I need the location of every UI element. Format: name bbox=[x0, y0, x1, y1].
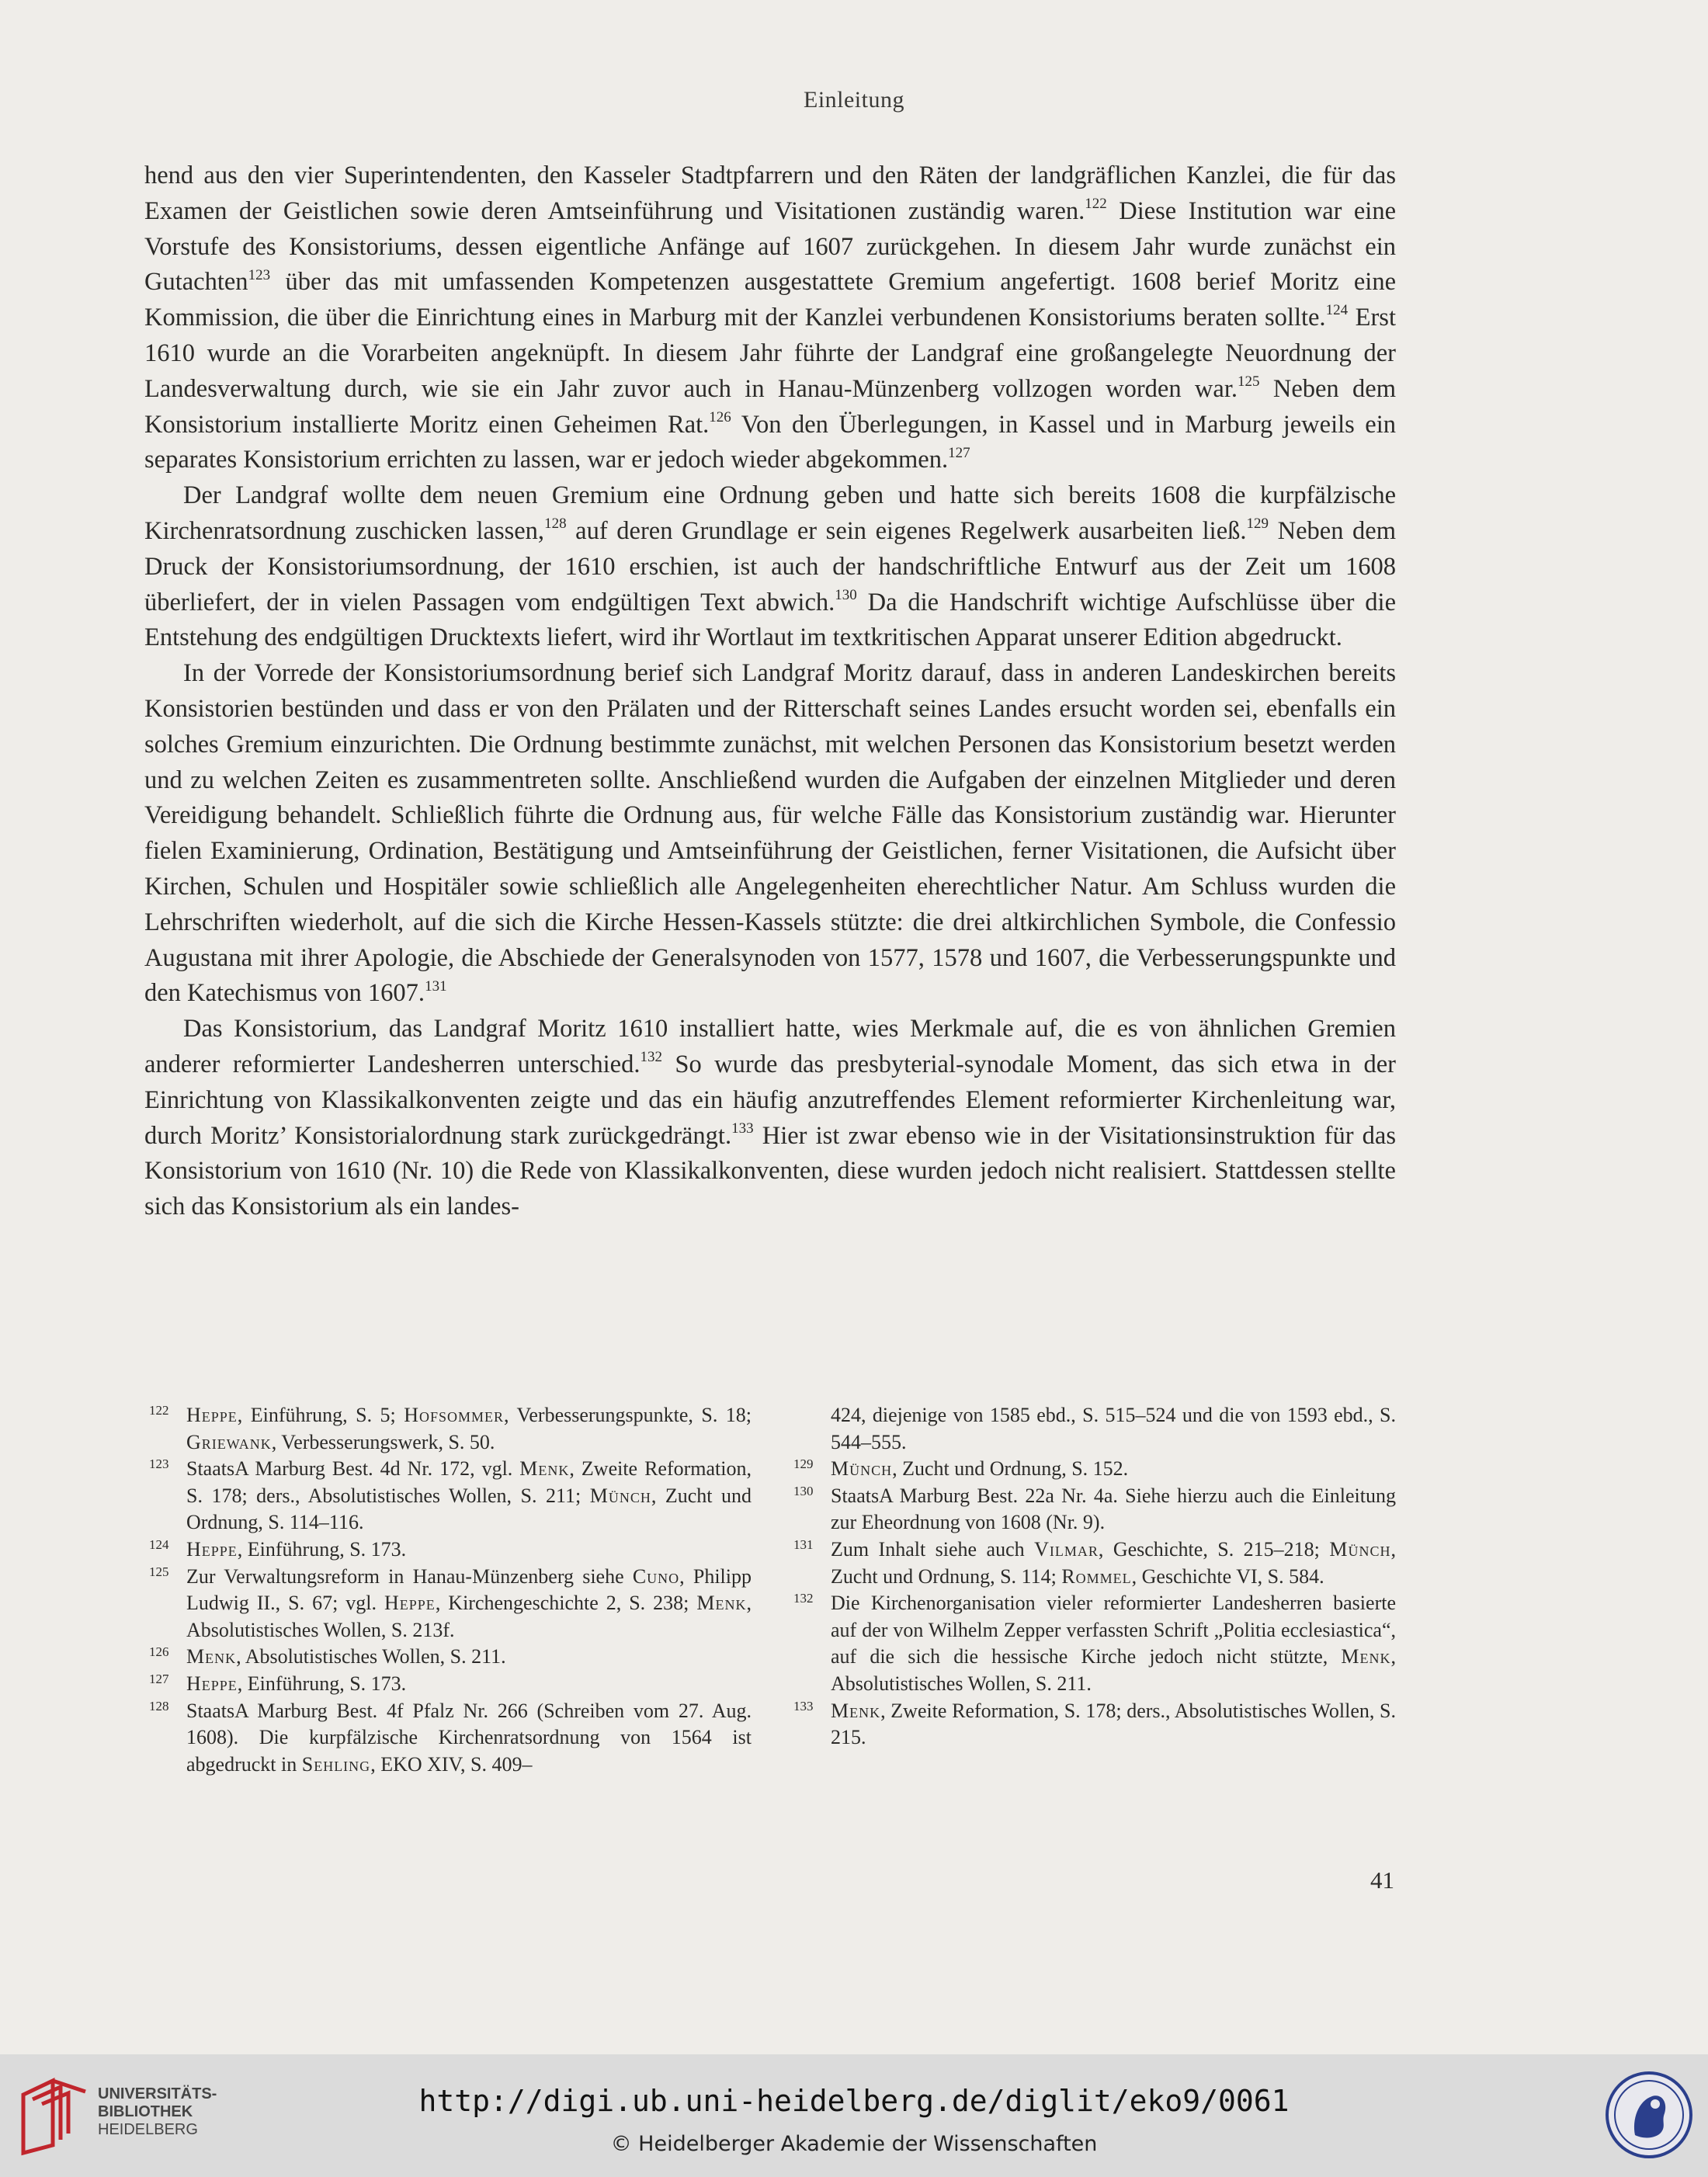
paragraph-3: In der Vorrede der Konsistoriumsordnung berief sich Landgraf Moritz darauf, dass in anderen Landeskirchen bereits Konsistorien bestünden und dass er von den Prälaten und der Ritterschaft seines Landes ersucht worden sei, ebenfalls ein solches Gremium einzurichten. Die Ordnung bestimmte zunächst, mit welchen Personen das Konsistorium besetzt werden und zu welchen Zeiten es zusammentreten sollte. Anschließend wurden die Aufgaben der einzelnen Mitglieder und deren Vereidigung behandelt. Schließlich führte die Ordnung aus, für welche Fälle das Konsistorium zuständig war. Hierunter fielen Examinierung, Ordination, Bestätigung und Amtseinführung der Geistlichen, ferner Visitationen, die Aufsicht über Kirchen, Schulen und Hospitäler sowie schließlich alle Angelegenheiten eherechtlicher Natur. Am Schluss wurden die Lehrschriften wiederholt, auf die sich die Kirche Hessen-Kassels stützte: die drei altkirchlichen Symbole, die Confessio Augustana mit ihrer Apologie, die Abschiede der Generalsynoden von 1577, 1578 und 1607, die Verbesserungspunkte und den Katechismus von 1607.$^{131}$ bbox=[144, 659, 1396, 1008]
footnote-ref[interactable]: 131 bbox=[425, 977, 447, 995]
footnote-125: 125 Zur Verwaltungsreform in Hanau-Münzenberg siehe Cuno, Philipp Ludwig II., S. 67; vgl. Heppe, Kirchengeschichte 2, S. 238; Menk, Absolutistisches Wollen, S. 213f. bbox=[149, 1564, 752, 1641]
main-text bbox=[144, 158, 1396, 1225]
footnotes-right-column bbox=[789, 1402, 1396, 1778]
footnote-122: 122 Heppe, Einführung, S. 5; Hofsommer, Verbesserungspunkte, S. 18; Griewank, Verbesserungswerk, S. 50. bbox=[149, 1403, 752, 1453]
running-head: Einleitung bbox=[804, 87, 904, 113]
footnote-130: 130 StaatsA Marburg Best. 22a Nr. 4a. Siehe hierzu auch die Einleitung zur Eheordnung von 1608 (Nr. 9). bbox=[793, 1483, 1396, 1534]
footnote-ref[interactable]: 122 bbox=[1085, 195, 1107, 212]
footnote-124: 124 Heppe, Einführung, S. 173. bbox=[149, 1536, 407, 1561]
footnote-ref[interactable]: 127 bbox=[948, 444, 970, 461]
footnote-ref[interactable]: 133 bbox=[731, 1120, 754, 1137]
footnotes bbox=[144, 1402, 1396, 1778]
footnotes-left-column bbox=[144, 1402, 752, 1778]
footnote-123: 123 StaatsA Marburg Best. 4d Nr. 172, vgl. Menk, Zweite Reformation, S. 178; ders., Absolutistisches Wollen, S. 211; Münch, Zucht und Ordnung, S. 114–116. bbox=[149, 1457, 752, 1534]
academy-seal-icon[interactable] bbox=[1604, 2070, 1694, 2160]
footnote-ref[interactable]: 128 bbox=[544, 516, 567, 533]
footnote-ref[interactable]: 129 bbox=[1246, 516, 1269, 533]
permalink-url[interactable]: http://digi.ub.uni-heidelberg.de/diglit/eko9/0061 bbox=[418, 2084, 1290, 2118]
footnote-133: 133 Menk, Zweite Reformation, S. 178; ders., Absolutistisches Wollen, S. 215. bbox=[793, 1698, 1396, 1749]
footnote-ref[interactable]: 126 bbox=[709, 408, 731, 425]
footnote-ref[interactable]: 132 bbox=[640, 1049, 662, 1066]
footnote-ref[interactable]: 125 bbox=[1238, 373, 1260, 390]
paragraph-4: Das Konsistorium, das Landgraf Moritz 1610 installiert hatte, wies Merkmale auf, die es von ähnlichen Gremien anderer reformierter Landesherren unterschied.$^{132}$ So wurde das presbyterial-synodale Moment, das sich etwa in der Einrichtung von Klassikalkonventen zeigte und das ein häufig anzutreffendes Element reformierter Kirchenleitung war, durch Moritz’ Konsistorialordnung stark zurückgedrängt.$^{133}$ Hier ist zwar ebenso wie in der Visitationsinstruktion für das Konsistorium von 1610 (Nr. 10) die Rede von Klassikalkonventen, diese wurden jedoch nicht realisiert. Stattdessen stellte sich das Konsistorium als ein landes- bbox=[144, 1015, 1396, 1221]
footnote-131: 131 Zum Inhalt siehe auch Vilmar, Geschichte, S. 215–218; Münch, Zucht und Ordnung, S. 114; Rommel, Geschichte VI, S. 584. bbox=[793, 1536, 1396, 1588]
footnote-126: 126 Menk, Absolutistisches Wollen, S. 211. bbox=[149, 1644, 506, 1668]
footnote-ref[interactable]: 130 bbox=[835, 586, 857, 603]
footnote-129: 129 Münch, Zucht und Ordnung, S. 152. bbox=[793, 1457, 1129, 1481]
copyright-notice: © Heidelberger Akademie der Wissenschaften bbox=[610, 2132, 1098, 2156]
footnote-127: 127 Heppe, Einführung, S. 173. bbox=[149, 1671, 407, 1695]
footnote-128: 128 StaatsA Marburg Best. 4f Pfalz Nr. 266 (Schreiben vom 27. Aug. 1608). Die kurpfälzische Kirchenratsordnung von 1564 ist abgedruckt in Sehling, EKO XIV, S. 409– bbox=[149, 1698, 752, 1776]
footnote-ref[interactable]: 123 bbox=[248, 266, 271, 283]
footnote-ref[interactable]: 124 bbox=[1325, 302, 1349, 319]
paragraph-1: hend aus den vier Superintendenten, den Kasseler Stadtpfarrern und den Räten der landgräflichen Kanzlei, die für das Examen der Geistlichen sowie deren Amtseinführung und Visitationen zuständig waren.$^{122}$ Diese Institution war eine Vorstufe des Konsistoriums, dessen eigentliche Anfänge auf 1607 zurückgehen. In diesem Jahr wurde zunächst ein Gutachten$^{123}$ über das mit umfassenden Kompetenzen ausgestattete Gremium angefertigt. 1608 berief Moritz eine Kommission, die über die Einrichtung eines in Marburg mit der Kanzlei verbundenen Konsistoriums beraten sollte.$^{124}$ Erst 1610 wurde an die Vorarbeiten angeknüpft. In diesem Jahr führte der Landgraf eine großangelegte Neuordnung der Landesverwaltung durch, wie sie ein Jahr zuvor auch in Hanau-Münzenberg vollzogen worden war.$^{125}$ Neben dem Konsistorium installierte Moritz einen Geheimen Rat.$^{126}$ Von den Überlegungen, in Kassel und in Marburg jeweils ein separates Konsistorium errichten zu lassen, war er jedoch wieder abgekommen.$^{127}$ bbox=[144, 161, 1397, 474]
paragraph-2: Der Landgraf wollte dem neuen Gremium eine Ordnung geben und hatte sich bereits 1608 die kurpfälzische Kirchenratsordnung zuschicken lassen,$^{128}$ auf deren Grundlage er sein eigenes Regelwerk ausarbeiten ließ.$^{129}$ Neben dem Druck der Konsistoriumsordnung, der 1610 erschien, ist auch der handschriftliche Entwurf aus der Zeit um 1608 überliefert, der in vielen Passagen vom endgültigen Text abwich.$^{130}$ Da die Handschrift wichtige Aufschlüsse über die Entstehung des endgültigen Drucktexts liefert, wird ihr Wortlaut im textkritischen Apparat unserer Edition abgedruckt. bbox=[144, 481, 1396, 652]
library-name[interactable]: UNIVERSITÄTS- BIBLIOTHEK HEIDELBERG bbox=[98, 2085, 217, 2138]
viewer-footer bbox=[0, 2054, 1708, 2177]
footnote-132: 132 Die Kirchenorganisation vieler reformierter Landesherren basierte auf der von Wilhelm Zepper verfassten Schrift „Politia ecclesiastica“, auf die sich die hessische Kirche jedoch nicht stützte, Menk, Absolutistisches Wollen, S. 211. bbox=[793, 1591, 1396, 1695]
footnote-128-continued: 424, diejenige von 1585 ebd., S. 515–524 und die von 1593 ebd., S. 544–555. bbox=[831, 1404, 1396, 1453]
page-number: 41 bbox=[1370, 1866, 1394, 1894]
